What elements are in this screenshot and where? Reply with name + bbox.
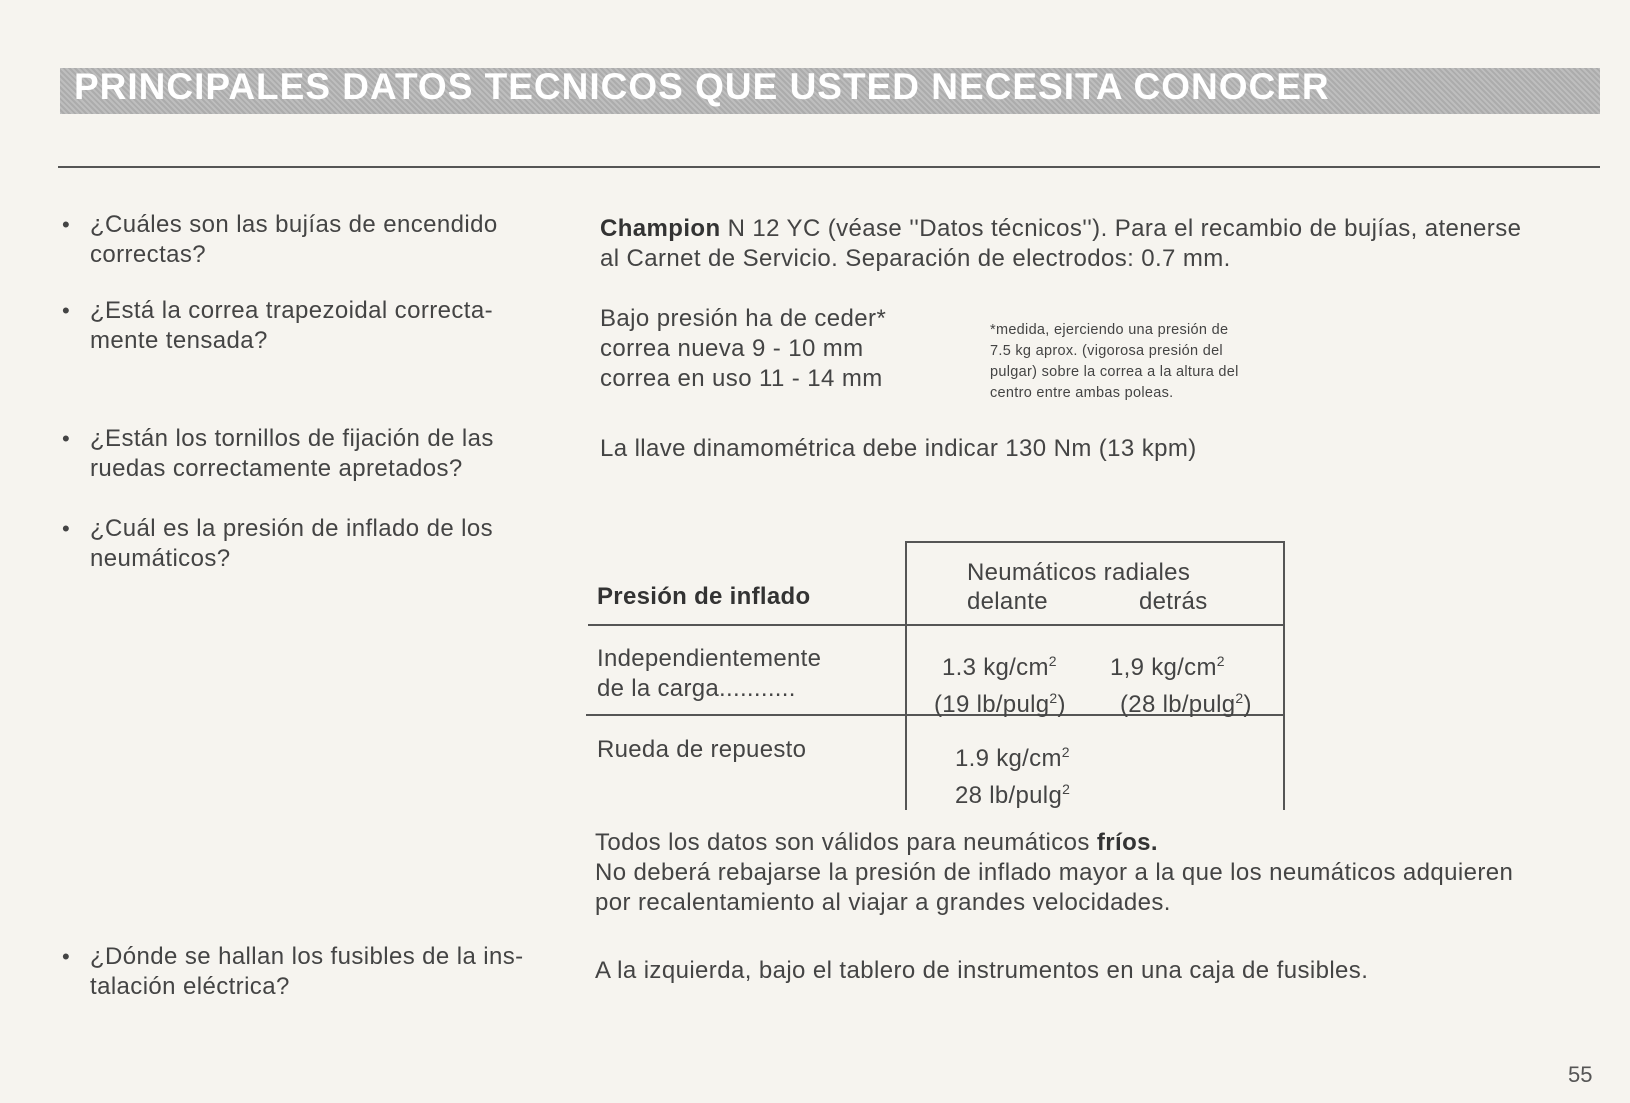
belt-line: correa nueva 9 - 10 mm — [600, 335, 864, 362]
answer-fuses: A la izquierda, bajo el tablero de instrumentos en una caja de fusibles. — [595, 957, 1369, 984]
table-col-rear: detrás — [1139, 588, 1208, 615]
table-row-header: Presión de inflado — [597, 583, 811, 610]
table-row1-front: 1.3 $kg/cm^2$ (19 lb/pulg$^2$) — [934, 653, 1066, 718]
header-rule — [58, 166, 1600, 168]
question-tire-pressure — [62, 514, 562, 574]
table-header-rule — [588, 624, 1285, 626]
table-group-header: Neumáticos radiales — [967, 559, 1191, 586]
table-row1-rear: 1,9 $kg/cm^2$ (28 lb/pulg$^2$) — [1110, 653, 1252, 718]
spark-brand: Champion — [600, 215, 721, 242]
page-title: PRINCIPALES DATOS TECNICOS QUE USTED NECESITA CONOCER — [74, 66, 1330, 107]
page-number: 55 — [1568, 1062, 1593, 1087]
unit: lb/pulg — [1162, 691, 1236, 718]
unit: lb/pulg — [989, 782, 1063, 809]
belt-footnote — [990, 320, 1330, 404]
question-line: talación eléctrica? — [90, 973, 290, 1000]
question-fuses — [62, 942, 562, 1002]
bullet-icon: • — [62, 426, 71, 451]
footnote-line: centro entre ambas poleas. — [990, 385, 1174, 401]
unit: kg/cm — [996, 745, 1062, 772]
exponent: 2 — [1048, 653, 1057, 669]
question-spark-plugs — [62, 210, 562, 270]
belt-line: correa en uso 11 - 14 mm — [600, 365, 883, 392]
question-wheel-bolts — [62, 424, 562, 484]
value: 1.3 — [942, 654, 977, 681]
answer-spark-plugs — [600, 214, 1521, 274]
unit: lb/pulg — [976, 691, 1050, 718]
note-text: Todos los datos son válidos para neumáticos — [595, 829, 1090, 856]
row1-label-line: de la carga........... — [597, 675, 796, 702]
question-line: ¿Están los tornillos de fijación de las — [90, 425, 494, 452]
table-border-right — [1283, 541, 1285, 810]
question-line: ¿Está la correa trapezoidal correcta- — [90, 297, 493, 324]
note-bold: fríos. — [1096, 829, 1158, 856]
question-line: ¿Dónde se hallan los fusibles de la ins- — [90, 943, 524, 970]
exponent: 2 — [1062, 781, 1071, 797]
value: 19 — [942, 691, 970, 718]
value: 1,9 — [1110, 654, 1145, 681]
answer-torque: La llave dinamométrica debe indicar 130 Nm (13 kpm) — [600, 435, 1197, 462]
table-border-top — [905, 541, 1285, 543]
value: 28 — [1128, 691, 1156, 718]
note-text: por recalentamiento al viajar a grandes velocidades. — [595, 889, 1171, 916]
value: 1.9 — [955, 745, 990, 772]
footnote-line: 7.5 kg aprox. (vigorosa presión del — [990, 343, 1223, 359]
question-line: ruedas correctamente apretados? — [90, 455, 463, 482]
answer-v-belt — [600, 304, 886, 394]
tire-notes — [595, 828, 1513, 918]
footnote-line: pulgar) sobre la correa a la altura del — [990, 364, 1239, 380]
bullet-icon: • — [62, 944, 71, 969]
exponent: 2 — [1061, 744, 1070, 760]
note-text: No deberá rebajarse la presión de inflado mayor a la que los neumáticos adquieren — [595, 859, 1514, 886]
value: 28 — [955, 782, 983, 809]
table-row1-label — [597, 644, 821, 704]
question-line: mente tensada? — [90, 327, 268, 354]
bullet-icon: • — [62, 298, 71, 323]
exponent: 2 — [1216, 653, 1225, 669]
footnote-line: *medida, ejerciendo una presión de — [990, 322, 1229, 338]
exponent: 2 — [1235, 690, 1244, 706]
question-line: neumáticos? — [90, 545, 231, 572]
question-v-belt — [62, 296, 562, 356]
unit: kg/cm — [983, 654, 1049, 681]
question-line: correctas? — [90, 241, 207, 268]
question-line: ¿Cuáles son las bujías de encendido — [90, 211, 498, 238]
table-divider-vertical — [905, 541, 907, 810]
spark-text: al Carnet de Servicio. Separación de electrodos: 0.7 mm. — [600, 245, 1231, 272]
exponent: 2 — [1049, 690, 1058, 706]
spark-text: N 12 YC (véase ''Datos técnicos''). Para el recambio de bujías, atenerse — [727, 215, 1522, 242]
table-row2-label: Rueda de repuesto — [597, 736, 807, 763]
row1-label-line: Independientemente — [597, 645, 822, 672]
question-line: ¿Cuál es la presión de inflado de los — [90, 515, 494, 542]
table-col-front: delante — [967, 588, 1048, 615]
unit: kg/cm — [1151, 654, 1217, 681]
table-row2-front — [955, 737, 1070, 811]
bullet-icon: • — [62, 212, 71, 237]
belt-line: Bajo presión ha de ceder* — [600, 305, 887, 332]
bullet-icon: • — [62, 516, 71, 541]
